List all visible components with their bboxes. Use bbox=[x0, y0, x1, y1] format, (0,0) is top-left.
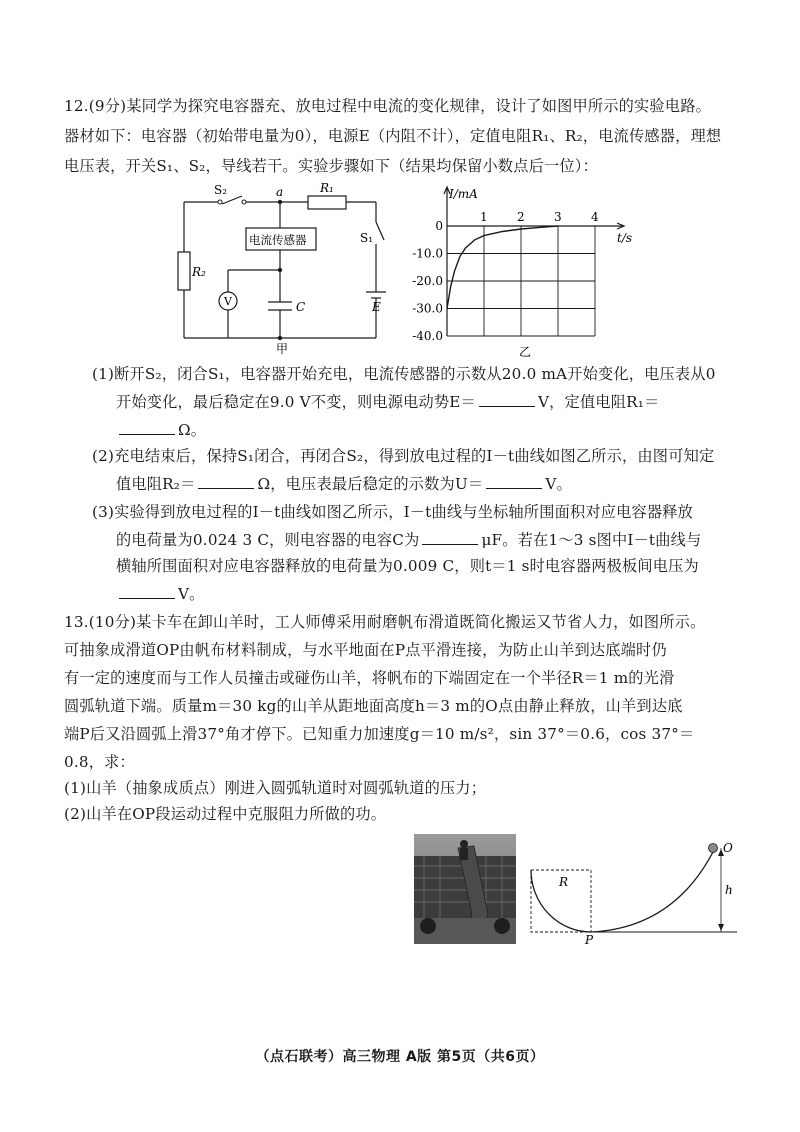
x-tick-label: 3 bbox=[554, 210, 562, 224]
label-r1: R₁ bbox=[320, 181, 334, 195]
answer-blank-u[interactable] bbox=[486, 474, 542, 489]
q13-line-1: 13.(10分)某卡车在卸山羊时，工人师傅采用耐磨帆布滑道既简化搬运又节省人力，如图所示。 bbox=[64, 613, 706, 631]
q12-p3-text-a: 的电荷量为0.024 3 C，则电容器的电容C为 bbox=[116, 531, 420, 549]
x-tick-label: 1 bbox=[480, 210, 488, 224]
q12-p1-line-3 bbox=[116, 420, 206, 440]
label-c: C bbox=[296, 300, 306, 314]
q13-line-8: (2)山羊在OP段运动过程中克服阻力所做的功。 bbox=[64, 805, 387, 823]
q12-p2-text-b: Ω，电压表最后稳定的示数为U＝ bbox=[257, 475, 484, 493]
slide-track-diagram bbox=[525, 836, 745, 946]
sensor-label: 电流传感器 bbox=[249, 233, 307, 247]
it-graph bbox=[405, 182, 645, 360]
q13-line-3: 有一定的速度而与工作人员撞击或碰伤山羊，将帆布的下端固定在一个半径R＝1 m的光滑 bbox=[64, 669, 675, 687]
q12-p3-text-c: V。 bbox=[178, 585, 205, 603]
label-a: a bbox=[276, 185, 284, 199]
circuit-diagram bbox=[170, 180, 400, 355]
q13-line-5: 端P后又沿圆弧上滑37°角才停下。已知重力加速度g＝10 m/s²，sin 37°＝0.6，cos 37°＝ bbox=[64, 725, 695, 743]
q12-p3-line-3: 横轴所围面积对应电容器释放的电荷量为0.009 C，则t＝1 s时电容器两极板间电压为 bbox=[116, 557, 699, 575]
label-o: O bbox=[723, 841, 733, 855]
label-r: R bbox=[559, 875, 569, 889]
y-tick-label: 0 bbox=[435, 219, 443, 233]
x-tick-label: 2 bbox=[517, 210, 525, 224]
q12-line-3: 电压表，开关S₁、S₂，导线若干。实验步骤如下（结果均保留小数点后一位）： bbox=[64, 157, 598, 175]
q12-p2-line-1: (2)充电结束后，保持S₁闭合，再闭合S₂，得到放电过程的I－t曲线如图乙所示，由图可知定 bbox=[92, 447, 715, 465]
q12-p1-text-a: 开始变化，最后稳定在9.0 V不变，则电源电动势E＝ bbox=[116, 393, 476, 411]
y-tick-label: -40.0 bbox=[412, 329, 443, 343]
y-tick-label: -20.0 bbox=[412, 274, 443, 288]
page-footer: （点石联考）高三物理 A版 第5页（共6页） bbox=[255, 1049, 545, 1065]
q12-p3-line-1: (3)实验得到放电过程的I－t曲线如图乙所示，I－t曲线与坐标轴所围面积对应电容器释放 bbox=[92, 503, 694, 521]
q12-p3-line-2 bbox=[116, 530, 701, 550]
q12-p1-text-c: Ω。 bbox=[178, 421, 207, 439]
q12-line-2: 器材如下：电容器（初始带电量为0），电源E（内阻不计），定值电阻R₁、R₂，电流传感器，理想 bbox=[64, 127, 722, 145]
label-e: E bbox=[372, 300, 381, 314]
x-tick-label: 4 bbox=[591, 210, 599, 224]
q13-line-2: 可抽象成滑道OP由帆布材料制成，与水平地面在P点平滑连接，为防止山羊到达底端时仍 bbox=[64, 641, 667, 659]
q12-line-1: 12.(9分)某同学为探究电容器充、放电过程中电流的变化规律，设计了如图甲所示的实验电路。 bbox=[64, 97, 711, 115]
truck-slide-photo bbox=[414, 834, 516, 944]
label-v: V bbox=[224, 295, 232, 308]
answer-blank-voltage[interactable] bbox=[119, 584, 175, 599]
label-r2: R₂ bbox=[192, 265, 206, 279]
answer-blank-c[interactable] bbox=[422, 530, 478, 545]
q12-p1-line-2 bbox=[116, 392, 659, 412]
graph-caption: 乙 bbox=[519, 345, 532, 359]
label-s1: S₁ bbox=[360, 231, 374, 245]
answer-blank-r1[interactable] bbox=[119, 420, 175, 435]
q12-p1-text-b: V，定值电阻R₁＝ bbox=[538, 393, 660, 411]
q12-p3-text-b: μF。若在1～3 s图中I－t曲线与 bbox=[481, 531, 702, 549]
graph-ylabel: I/mA bbox=[449, 187, 478, 201]
discharge-curve bbox=[447, 226, 558, 309]
q12-p2-text-c: V。 bbox=[545, 475, 572, 493]
circuit-caption: 甲 bbox=[276, 342, 289, 355]
q12-p2-text-a: 值电阻R₂＝ bbox=[116, 475, 196, 493]
q13-line-7: (1)山羊（抽象成质点）刚进入圆弧轨道时对圆弧轨道的压力； bbox=[64, 779, 487, 797]
label-h: h bbox=[725, 883, 733, 897]
q13-line-6: 0.8，求： bbox=[64, 753, 135, 771]
graph-xlabel: t/s bbox=[617, 231, 633, 245]
label-s2: S₂ bbox=[214, 183, 228, 197]
q12-p3-line-4 bbox=[116, 584, 205, 604]
y-tick-label: -30.0 bbox=[412, 301, 443, 316]
q12-p1-line-1: (1)断开S₂，闭合S₁，电容器开始充电，电流传感器的示数从20.0 mA开始变化，电压表从0 bbox=[92, 365, 716, 383]
y-tick-label: -10.0 bbox=[412, 246, 443, 261]
label-p: P bbox=[585, 933, 594, 946]
q13-line-4: 圆弧轨道下端。质量m＝30 kg的山羊从距地面高度h＝3 m的O点由静止释放，山羊到达底 bbox=[64, 697, 683, 715]
answer-blank-r2[interactable] bbox=[198, 474, 254, 489]
answer-blank-e[interactable] bbox=[479, 392, 535, 407]
q12-p2-line-2 bbox=[116, 474, 572, 494]
